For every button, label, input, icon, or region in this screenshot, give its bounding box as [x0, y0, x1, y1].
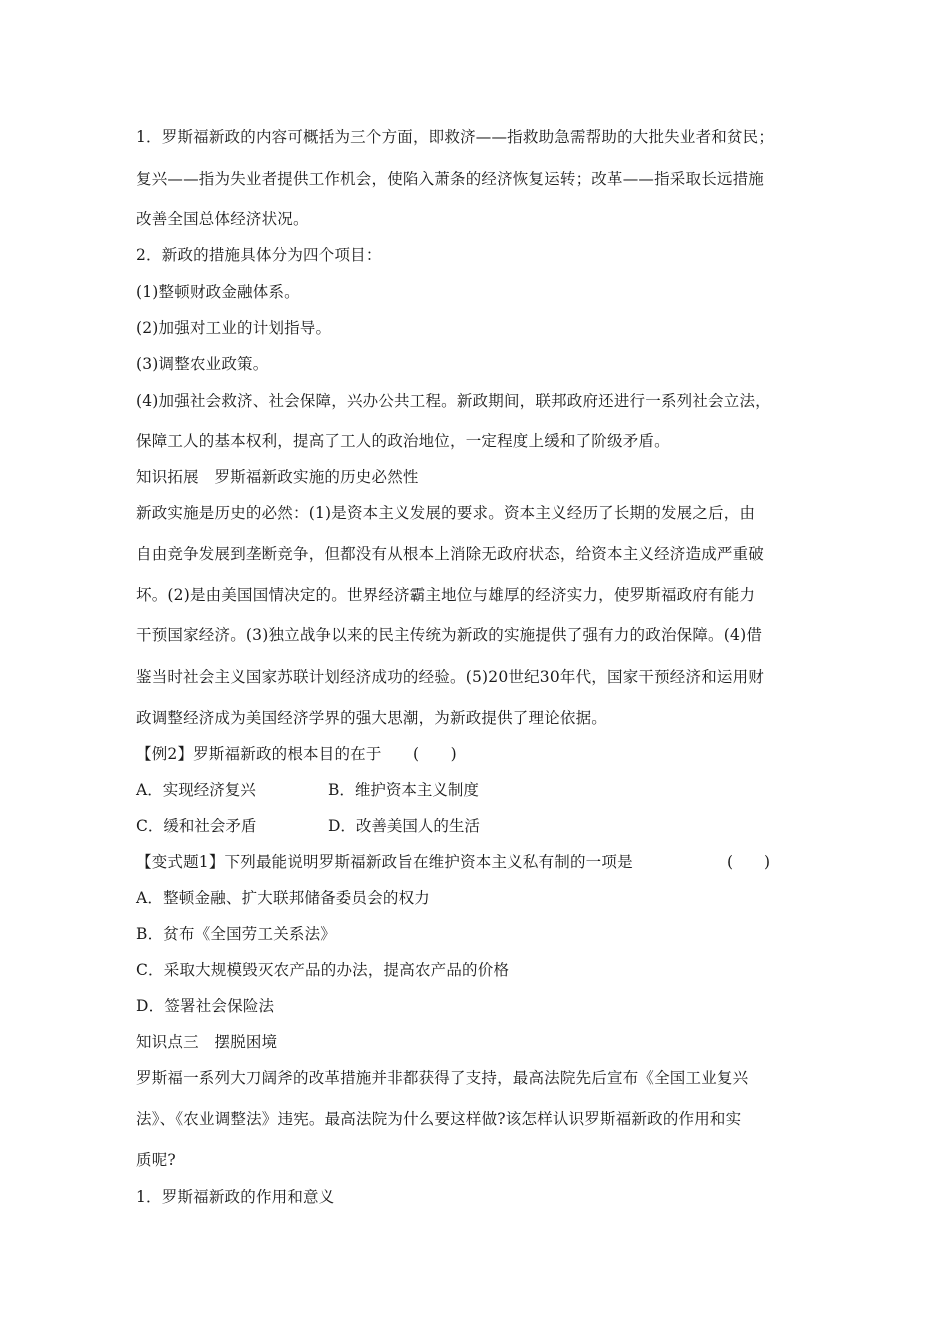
paragraph-line: 质呢?	[136, 1151, 176, 1169]
option-c: C．采取大规模毁灭农产品的办法，提高农产品的价格	[136, 961, 510, 979]
option-a: A．实现经济复兴	[136, 781, 256, 799]
option-b: B．维护资本主义制度	[328, 781, 479, 799]
paragraph-line: 政调整经济成为美国经济学界的强大思潮，为新政提供了理论依据。	[136, 709, 608, 727]
list-item: (1)整顿财政金融体系。	[136, 283, 300, 301]
paragraph-line: 改善全国总体经济状况。	[136, 210, 309, 228]
option-d: D．签署社会保险法	[136, 997, 275, 1015]
variant-question: 【变式题1】下列最能说明罗斯福新政旨在维护资本主义私有制的一项是	[136, 853, 633, 871]
list-item: (3)调整农业政策。	[136, 355, 269, 373]
example-question: 【例2】罗斯福新政的根本目的在于 ( )	[136, 745, 457, 763]
paragraph-line: 鉴当时社会主义国家苏联计划经济成功的经验。(5)20世纪30年代，国家干预经济和运用财	[136, 668, 765, 686]
paragraph-line: 1．罗斯福新政的内容可概括为三个方面，即救济——指救助急需帮助的大批失业者和贫民；	[136, 128, 775, 146]
option-b: B．贫布《全国劳工关系法》	[136, 925, 336, 943]
option-c: C．缓和社会矛盾	[136, 817, 257, 835]
paragraph-line: 干预国家经济。(3)独立战争以来的民主传统为新政的实施提供了强有力的政治保障。(4)借	[136, 626, 763, 644]
option-a: A．整顿金融、扩大联邦储备委员会的权力	[136, 889, 430, 907]
list-item: 2．新政的措施具体分为四个项目：	[136, 246, 382, 264]
section-heading: 知识拓展 罗斯福新政实施的历史必然性	[136, 468, 419, 486]
paragraph-line: 坏。(2)是由美国国情决定的。世界经济霸主地位与雄厚的经济实力，使罗斯福政府有能力	[136, 586, 756, 604]
section-heading: 知识点三 摆脱困境	[136, 1033, 278, 1051]
list-item: (4)加强社会救济、社会保障，兴办公共工程。新政期间，联邦政府还进行一系列社会立法，	[136, 392, 771, 410]
paragraph-line: 新政实施是历史的必然：(1)是资本主义发展的要求。资本主义经历了长期的发展之后，由	[136, 504, 756, 522]
paragraph-line: 保障工人的基本权利，提高了工人的政治地位，一定程度上缓和了阶级矛盾。	[136, 432, 670, 450]
option-d: D．改善美国人的生活	[328, 817, 480, 835]
list-item: 1．罗斯福新政的作用和意义	[136, 1188, 335, 1206]
answer-paren: ( )	[727, 853, 771, 871]
paragraph-line: 复兴——指为失业者提供工作机会，使陷入萧条的经济恢复运转；改革——指采取长远措施	[136, 170, 765, 188]
paragraph-line: 自由竞争发展到垄断竞争，但都没有从根本上消除无政府状态，给资本主义经济造成严重破	[136, 545, 765, 563]
paragraph-line: 罗斯福一系列大刀阔斧的改革措施并非都获得了支持，最高法院先后宣布《全国工业复兴	[136, 1069, 749, 1087]
list-item: (2)加强对工业的计划指导。	[136, 319, 332, 337]
paragraph-line: 法》、《农业调整法》违宪。最高法院为什么要这样做?该怎样认识罗斯福新政的作用和实	[136, 1110, 742, 1128]
